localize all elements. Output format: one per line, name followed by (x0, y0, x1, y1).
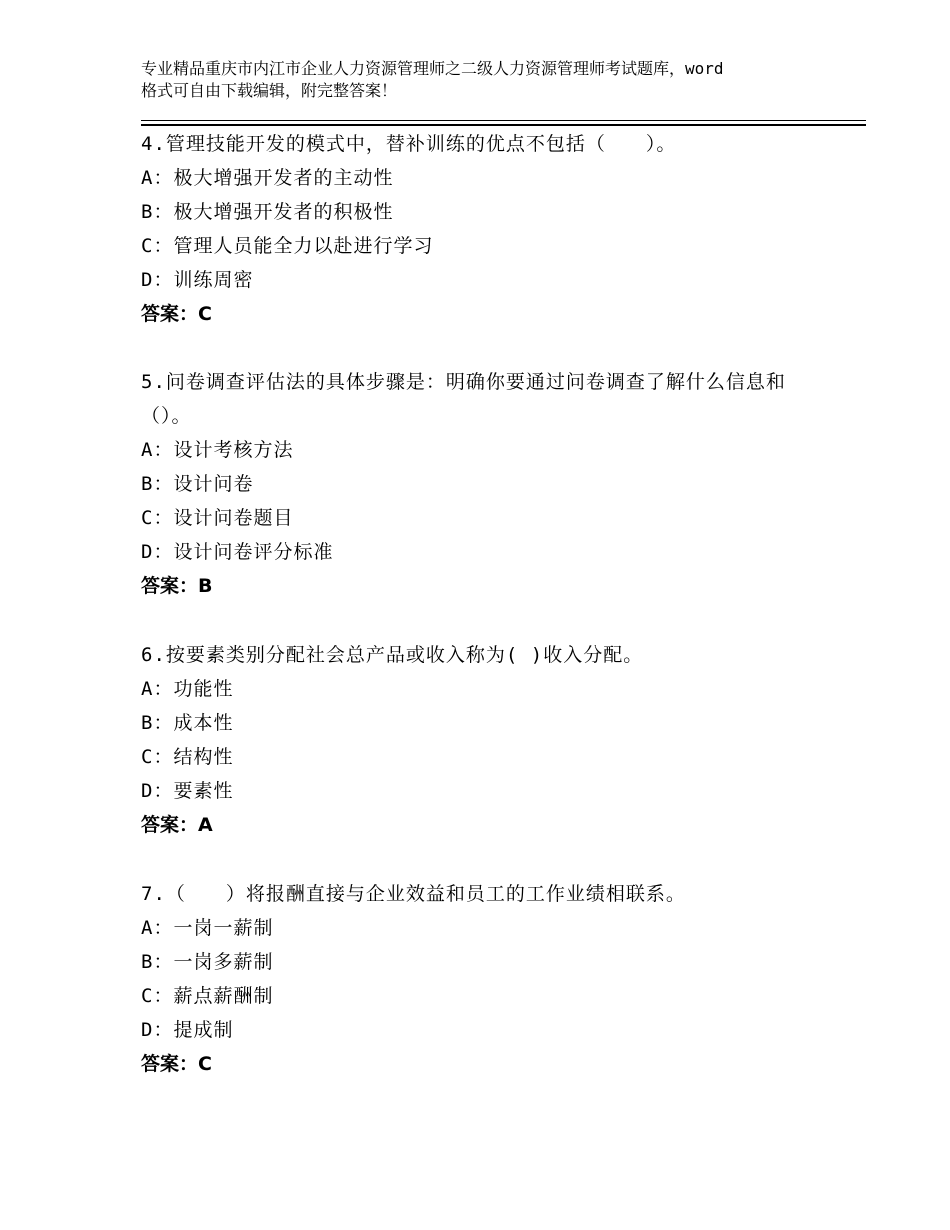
option-b: B：极大增强开发者的积极性 (141, 201, 394, 223)
option-c: C：薪点薪酬制 (141, 985, 274, 1007)
header-divider-thick (141, 124, 866, 126)
answer: 答案：A (141, 814, 213, 836)
question-text: 6.按要素类别分配社会总产品或收入称为( )收入分配。 (141, 644, 644, 666)
question-text: 5.问卷调查评估法的具体步骤是：明确你要通过问卷调查了解什么信息和（）。 (141, 371, 786, 427)
question-text: 4.管理技能开发的模式中，替补训练的优点不包括（ ）。 (141, 133, 677, 155)
header-line-2: 格式可自由下载编辑，附完整答案！ (141, 81, 398, 100)
option-d: D：训练周密 (141, 269, 254, 291)
option-a: A：功能性 (141, 678, 234, 700)
option-c: C：管理人员能全力以赴进行学习 (141, 235, 434, 257)
option-a: A：极大增强开发者的主动性 (141, 167, 394, 189)
answer: 答案：B (141, 575, 213, 597)
header-line-1: 专业精品重庆市内江市企业人力资源管理师之二级人力资源管理师考试题库，word (141, 59, 724, 78)
question-text: 7.（ ）将报酬直接与企业效益和员工的工作业绩相联系。 (141, 883, 686, 905)
answer: 答案：C (141, 303, 212, 325)
question-7 (141, 877, 821, 1081)
question-5 (141, 365, 821, 603)
document-header (141, 58, 841, 102)
question-6 (141, 638, 821, 842)
option-a: A：设计考核方法 (141, 439, 294, 461)
option-d: D：设计问卷评分标准 (141, 541, 334, 563)
option-c: C：设计问卷题目 (141, 507, 294, 529)
option-b: B：成本性 (141, 712, 234, 734)
option-c: C：结构性 (141, 746, 234, 768)
answer: 答案：C (141, 1053, 212, 1075)
header-divider (141, 120, 866, 121)
option-d: D：提成制 (141, 1019, 234, 1041)
option-a: A：一岗一薪制 (141, 917, 274, 939)
option-d: D：要素性 (141, 780, 234, 802)
option-b: B：设计问卷 (141, 473, 254, 495)
option-b: B：一岗多薪制 (141, 951, 274, 973)
question-4 (141, 127, 821, 331)
